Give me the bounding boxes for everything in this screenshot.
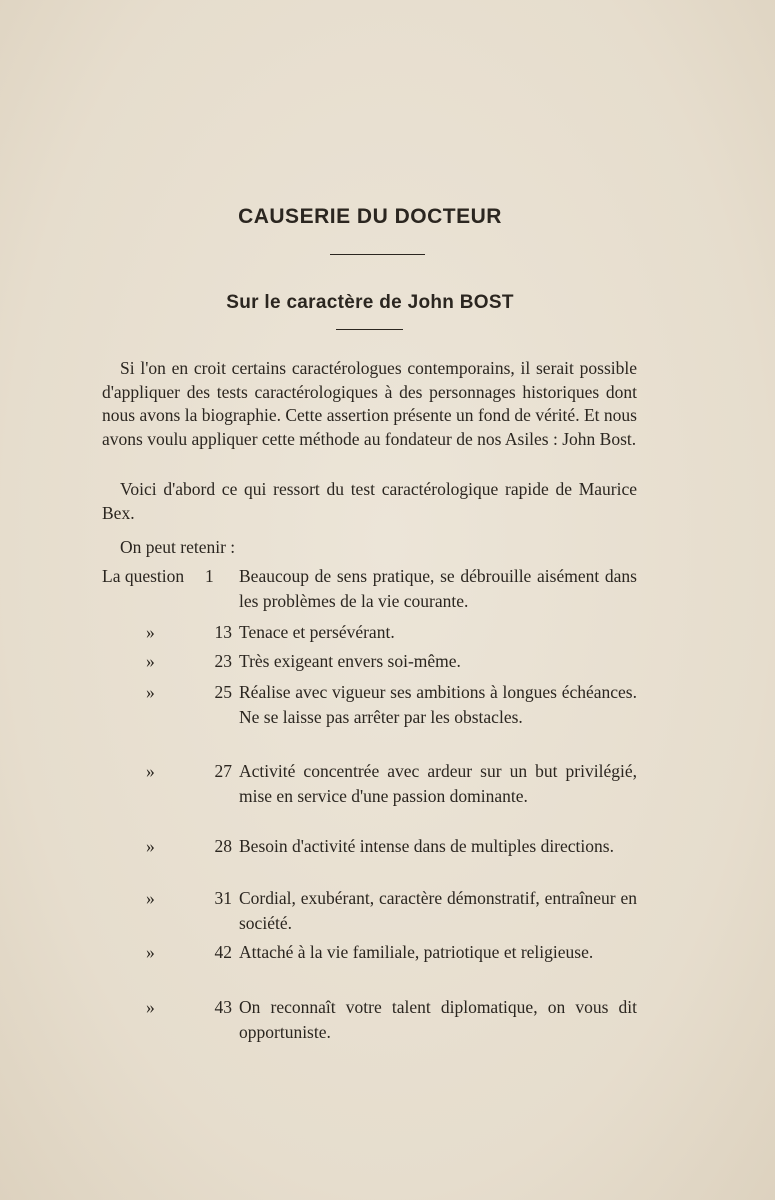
intro-paragraph: Si l'on en croit certains caractérologues contemporains, il serait possible d'appliquer des tests caractérologiques à des personnages historiques dont nous avons la biographie. Cette assertion présente un fond de vérité. Et nous avons voulu appliquer cette méthode au fondateur de nos Asiles : John Bost. bbox=[102, 358, 637, 449]
question-text: Très exigeant envers soi-même. bbox=[239, 651, 461, 671]
retain-paragraph: On peut retenir : bbox=[120, 537, 236, 557]
question-label: » bbox=[146, 888, 155, 908]
question-label: » bbox=[146, 997, 155, 1017]
method-paragraph: Voici d'abord ce qui ressort du test caractérologique rapide de Maurice Bex. bbox=[102, 479, 637, 523]
question-text: Tenace et persévérant. bbox=[239, 622, 395, 642]
question-label: » bbox=[146, 942, 155, 962]
question-number: 23 bbox=[214, 651, 232, 671]
title-divider bbox=[330, 254, 425, 255]
question-text: Activité concentrée avec ardeur sur un but privilégié, mise en service d'une passion dominante. bbox=[239, 761, 637, 806]
question-number: 1 bbox=[205, 566, 214, 586]
question-label: » bbox=[146, 761, 155, 781]
question-number: 42 bbox=[214, 942, 232, 962]
subtitle-divider bbox=[336, 329, 403, 330]
question-number: 28 bbox=[214, 836, 232, 856]
question-text: On reconnaît votre talent diplomatique, on vous dit opportuniste. bbox=[239, 997, 637, 1042]
question-number: 27 bbox=[214, 761, 232, 781]
question-label: » bbox=[146, 651, 155, 671]
question-number: 43 bbox=[214, 997, 232, 1017]
question-label: » bbox=[146, 836, 155, 856]
question-text: Réalise avec vigueur ses ambitions à longues échéances. Ne se laisse pas arrêter par les obstacles. bbox=[239, 682, 637, 727]
question-label: » bbox=[146, 622, 155, 642]
article-subtitle: Sur le caractère de John BOST bbox=[226, 292, 514, 313]
question-number: 13 bbox=[214, 622, 232, 642]
question-text: Besoin d'activité intense dans de multiples directions. bbox=[239, 836, 614, 856]
question-number: 25 bbox=[214, 682, 232, 702]
question-text: Cordial, exubérant, caractère démonstratif, entraîneur en société. bbox=[239, 888, 637, 933]
page-title: CAUSERIE DU DOCTEUR bbox=[238, 205, 502, 228]
question-text: Beaucoup de sens pratique, se débrouille aisément dans les problèmes de la vie courante. bbox=[239, 566, 637, 611]
question-text: Attaché à la vie familiale, patriotique et religieuse. bbox=[239, 942, 594, 962]
question-label: La question bbox=[102, 566, 185, 586]
question-label: » bbox=[146, 682, 155, 702]
question-number: 31 bbox=[214, 888, 232, 908]
